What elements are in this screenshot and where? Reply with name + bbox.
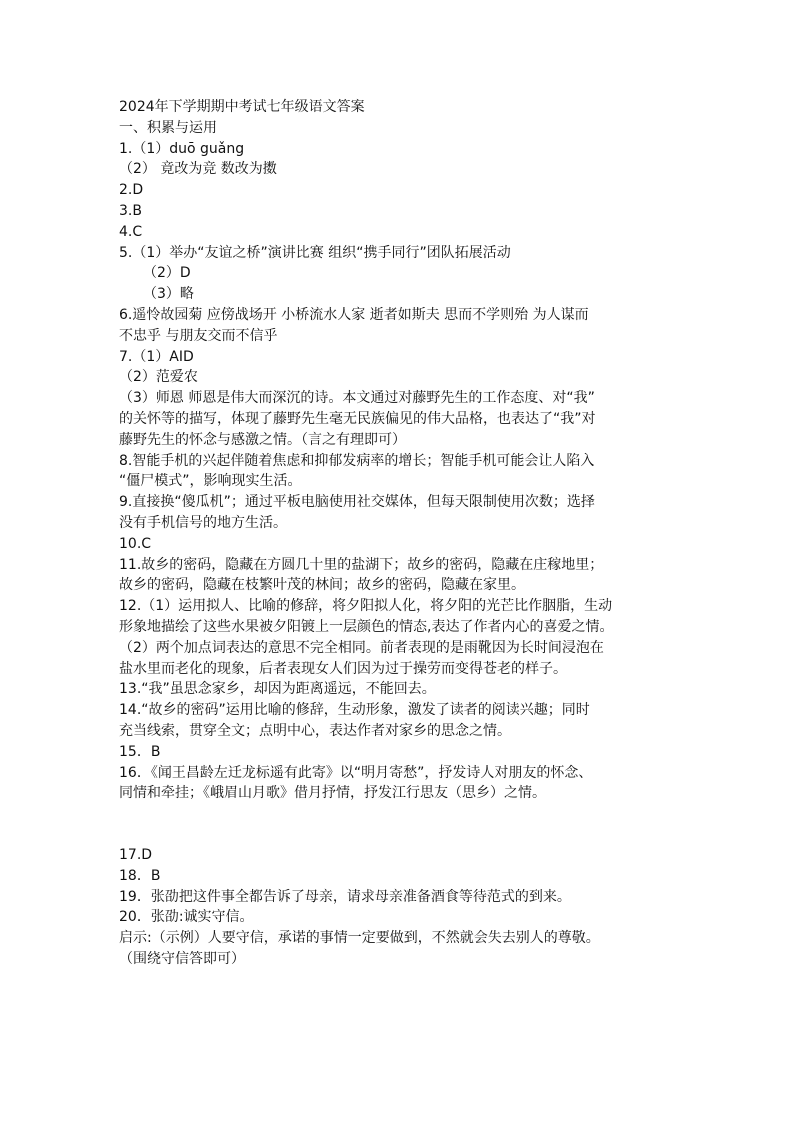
answer-line: 1.（1）duō guǎng xyxy=(119,140,245,157)
answer-line: 19．张劭把这件事全都告诉了母亲，请求母亲准备酒食等待范式的到来。 xyxy=(119,888,571,905)
answer-line: 启示:（示例）人要守信，承诺的事情一定要做到，不然就会失去别人的尊敬。 xyxy=(119,930,600,947)
section-heading: 一、积累与运用 xyxy=(119,119,217,136)
answer-line: 9.直接换“傻瓜机”；通过平板电脑使用社交媒体，但每天限制使用次数；选择 xyxy=(119,494,595,511)
answer-line: 5.（1）举办“友谊之桥”演讲比赛 组织“携手同行”团队拓展活动 xyxy=(119,244,511,261)
answer-line: 没有手机信号的地方生活。 xyxy=(119,514,287,531)
answer-line: 故乡的密码，隐藏在枝繁叶茂的林间；故乡的密码，隐藏在家里。 xyxy=(119,577,525,594)
answer-line: （3）略 xyxy=(143,286,194,303)
answer-line: 同情和牵挂；《峨眉山月歌》借月抒情，抒发江行思友（思乡）之情。 xyxy=(119,785,546,802)
answer-line: 12.（1）运用拟人、比喻的修辞，将夕阳拟人化，将夕阳的光芒比作胭脂，生动 xyxy=(119,598,613,615)
answer-line: 13.“我”虽思念家乡，却因为距离遥远，不能回去。 xyxy=(119,681,436,698)
answer-line: （围绕守信答即可） xyxy=(119,951,245,968)
answer-line: 17.D xyxy=(119,847,153,864)
answer-line: 盐水里而老化的现象，后者表现女人们因为过于操劳而变得苍老的样子。 xyxy=(119,660,567,677)
answer-line: 20．张劭:诚实守信。 xyxy=(119,909,254,926)
answer-line: （3）师恩 师恩是伟大而深沉的诗。本文通过对藤野先生的工作态度、对“我” xyxy=(119,390,595,407)
answer-line: （2）D xyxy=(143,265,191,282)
answer-line: “僵尸模式”，影响现实生活。 xyxy=(119,473,302,490)
answer-line: 10.C xyxy=(119,535,152,552)
answer-line: 形象地描绘了这些水果被夕阳镀上一层颜色的情态,表达了作者内心的喜爱之情。 xyxy=(119,618,614,635)
answer-line: 15．B xyxy=(119,743,161,760)
answer-line: 4.C xyxy=(119,223,143,240)
answer-document xyxy=(119,97,679,970)
answer-line: 18．B xyxy=(119,867,161,884)
answer-line: 8.智能手机的兴起伴随着焦虑和抑郁发病率的增长；智能手机可能会让人陷入 xyxy=(119,452,595,469)
answer-line: 的关怀等的描写，体现了藤野先生毫无民族偏见的伟大品格，也表达了“我”对 xyxy=(119,410,596,427)
answer-line: 藤野先生的怀念与感激之情。（言之有理即可） xyxy=(119,431,406,448)
answer-line: 充当线索，贯穿全文；点明中心，表达作者对家乡的思念之情。 xyxy=(119,722,511,739)
answer-line: 不忠乎 与朋友交而不信乎 xyxy=(119,327,278,344)
answer-line: 7.（1）AID xyxy=(119,348,194,365)
answer-line: 3.B xyxy=(119,202,142,219)
answer-line: 14.“故乡的密码”运用比喻的修辞，生动形象，激发了读者的阅读兴趣；同时 xyxy=(119,702,590,719)
blank-gap xyxy=(119,804,679,845)
answer-line: （2）两个加点词表达的意思不完全相同。前者表现的是雨靴因为长时间浸泡在 xyxy=(119,639,604,656)
answer-line: 2.D xyxy=(119,182,144,199)
document-title: 2024年下学期期中考试七年级语文答案 xyxy=(119,99,365,115)
answer-line: （2） 竟改为竞 数改为擞 xyxy=(119,161,277,178)
answer-line: 16．《闻王昌龄左迁龙标遥有此寄》以“明月寄愁”，抒发诗人对朋友的怀念、 xyxy=(119,764,593,781)
answer-line: 6.遥怜故园菊 应傍战场开 小桥流水人家 逝者如斯夫 思而不学则殆 为人谋而 xyxy=(119,306,589,323)
answer-line: （2）范爱农 xyxy=(119,369,198,386)
answer-line: 11.故乡的密码，隐藏在方圆几十里的盐湖下；故乡的密码，隐藏在庄稼地里； xyxy=(119,556,604,573)
